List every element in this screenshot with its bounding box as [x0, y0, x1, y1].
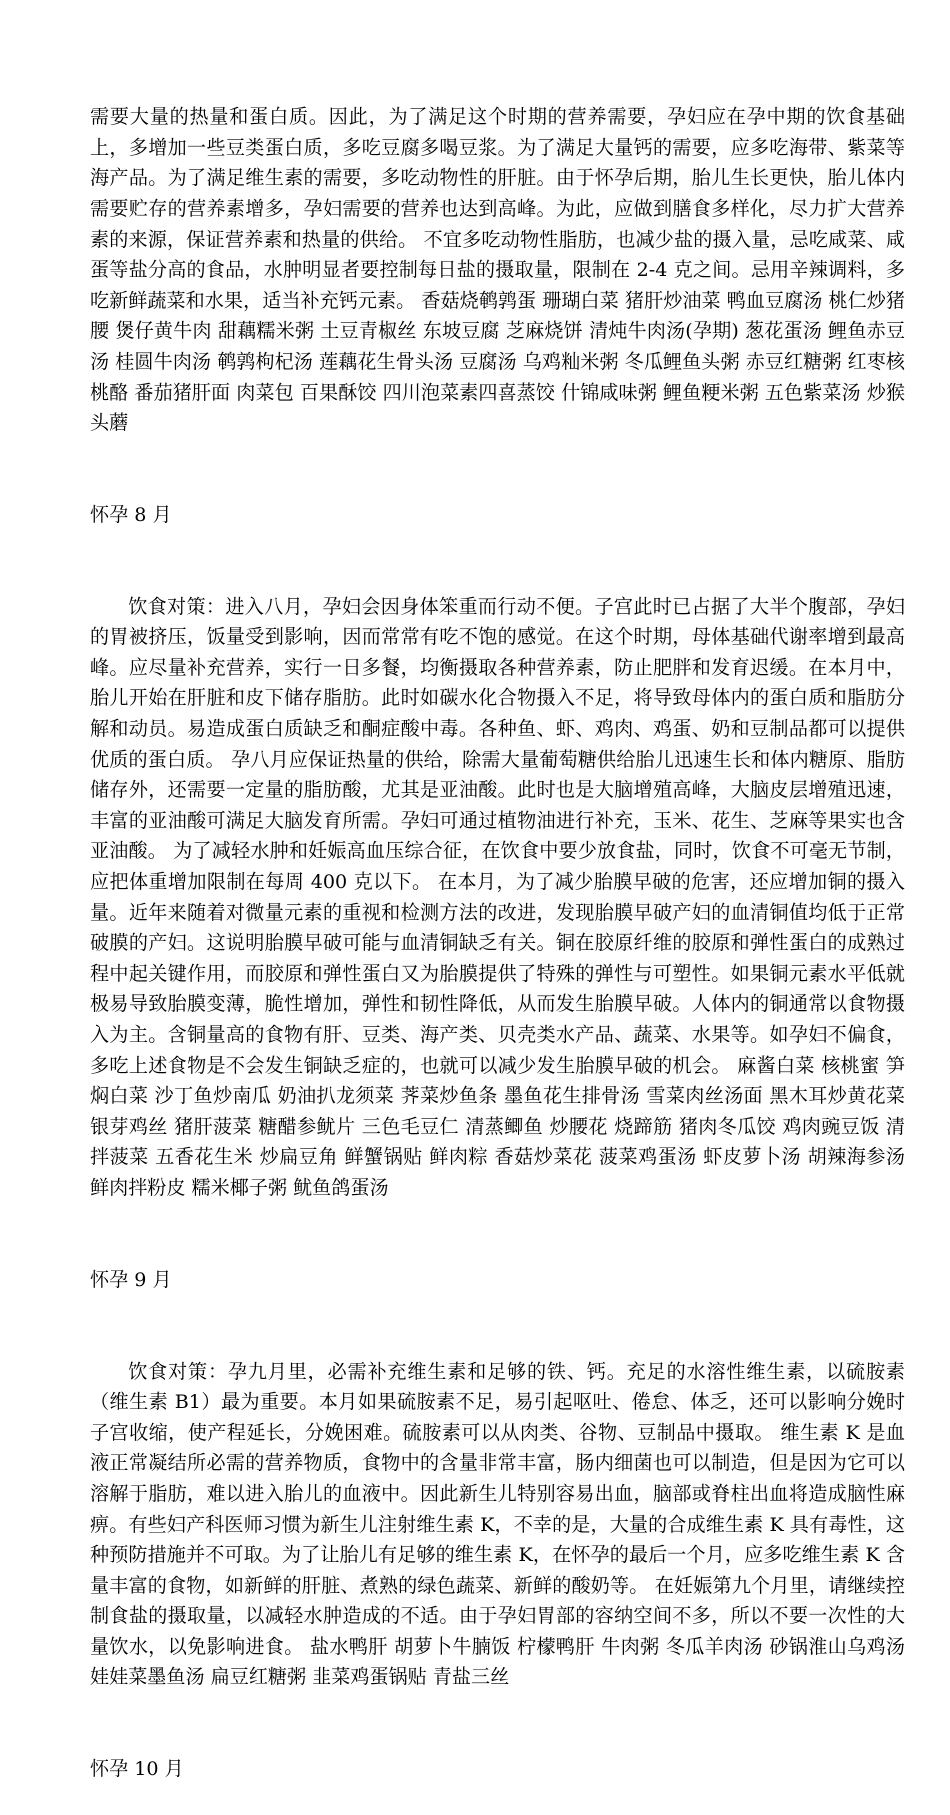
month-8-paragraph: 饮食对策：进入八月，孕妇会因身体笨重而行动不便。子宫此时已占据了大半个腹部，孕妇的胃被挤压，饭量受到影响，因而常常有吃不饱的感觉。在这个时期，母体基础代谢率增到最高峰。应尽量补充营养，实行一日多餐，均衡摄取各种营养素，防止肥胖和发育迟缓。在本月中，胎儿开始在肝脏和皮下储存脂肪。此时如碳水化合物摄入不足，将导致母体内的蛋白质和脂肪分解和动员。易造成蛋白质缺乏和酮症酸中毒。各种鱼、虾、鸡肉、鸡蛋、奶和豆制品都可以提供优质的蛋白质。 孕八月应保证热量的供给，除需大量葡萄糖供给胎儿迅速生长和体内糖原、脂肪储存外，还需要一定量的脂肪酸，尤其是亚油酸。此时也是大脑增殖高峰，大脑皮层增殖迅速，丰富的亚油酸可满足大脑发育所需。孕妇可通过植物油进行补充，玉米、花生、芝麻等果实也含亚油酸。 为了减轻水肿和妊娠高血压综合征，在饮食中要少放食盐，同时，饮食不可毫无节制，应把体重增加限制在每周 400 克以下。 在本月，为了减少胎膜早破的危害，还应增加铜的摄入量。近年来随着对微量元素的重视和检测方法的改进，发现胎膜早破产妇的血清铜值均低于正常破膜的产妇。这说明胎膜早破可能与血清铜缺乏有关。铜在胶原纤维的胶原和弹性蛋白的成熟过程中起关键作用，而胶原和弹性蛋白又为胎膜提供了特殊的弹性与可塑性。如果铜元素水平低就极易导致胎膜变薄，脆性增加，弹性和韧性降低，从而发生胎膜早破。人体内的铜通常以食物摄入为主。含铜量高的食物有肝、豆类、海产类、贝壳类水产品、蔬菜、水果等。如孕妇不偏食，多吃上述食物是不会发生铜缺乏症的，也就可以减少发生胎膜早破的机会。 麻酱白菜 核桃蜜 笋焖白菜 沙丁鱼炒南瓜 奶油扒龙须菜 荠菜炒鱼条 墨鱼花生排骨汤 雪菜肉丝汤面 黑木耳炒黄花菜 银芽鸡丝 猪肝菠菜 糖醋参鱿片 三色毛豆仁 清蒸鲫鱼 炒腰花 烧蹄筋 猪肉冬瓜饺 鸡肉豌豆饭 清拌菠菜 五香花生米 炒扁豆角 鲜蟹锅贴 鲜肉粽 香菇炒菜花 菠菜鸡蛋汤 虾皮萝卜汤 胡辣海参汤 鲜肉拌粉皮 糯米椰子粥 鱿鱼鸽蛋汤 — [90, 594, 912, 1199]
month-9-heading: 怀孕 9 月 — [90, 1267, 172, 1291]
month-9-paragraph: 饮食对策：孕九月里，必需补充维生素和足够的铁、钙。充足的水溶性维生素，以硫胺素（维生素 B1）最为重要。本月如果硫胺素不足，易引起呕吐、倦怠、体乏，还可以影响分娩时子宫收缩，使产程延长，分娩困难。硫胺素可以从肉类、谷物、豆制品中摄取。 维生素 K 是血液正常凝结所必需的营养物质，食物中的含量非常丰富，肠内细菌也可以制造，但是因为它可以溶解于脂肪，难以进入胎儿的血液中。因此新生儿特别容易出血，脑部或脊柱出血将造成脑性麻痹。有些妇产科医师习惯为新生儿注射维生素 K，不幸的是，大量的合成维生素 K 具有毒性，这种预防措施并不可取。为了让胎儿有足够的维生素 K，在怀孕的最后一个月，应多吃维生素 K 含量丰富的食物，如新鲜的肝脏、煮熟的绿色蔬菜、新鲜的酸奶等。 在妊娠第九个月里，请继续控制食盐的摄取量，以减轻水肿造成的不适。由于孕妇胃部的容纳空间不多，所以不要一次性的大量饮水，以免影响进食。 盐水鸭肝 胡萝卜牛腩饭 柠檬鸭肝 牛肉粥 冬瓜羊肉汤 砂锅淮山乌鸡汤 娃娃菜墨鱼汤 扁豆红糖粥 韭菜鸡蛋锅贴 青盐三丝 — [90, 1359, 912, 1689]
document-page — [90, 41, 912, 1815]
intro-paragraph: 需要大量的热量和蛋白质。因此，为了满足这个时期的营养需要，孕妇应在孕中期的饮食基础上，多增加一些豆类蛋白质，多吃豆腐多喝豆浆。为了满足大量钙的需要，应多吃海带、紫菜等海产品。为了满足维生素的需要，多吃动物性的肝脏。由于怀孕后期，胎儿生长更快，胎儿体内需要贮存的营养素增多，孕妇需要的营养也达到高峰。为此，应做到膳食多样化，尽力扩大营养素的来源，保证营养素和热量的供给。 不宜多吃动物性脂肪，也减少盐的摄入量，忌吃咸菜、咸蛋等盐分高的食品，水肿明显者要控制每日盐的摄取量，限制在 2-4 克之间。忌用辛辣调料，多吃新鲜蔬菜和水果，适当补充钙元素。 香菇烧鹌鹑蛋 珊瑚白菜 猪肝炒油菜 鸭血豆腐汤 桃仁炒猪腰 煲仔黄牛肉 甜藕糯米粥 土豆青椒丝 东坡豆腐 芝麻烧饼 清炖牛肉汤(孕期) 葱花蛋汤 鲤鱼赤豆汤 桂圆牛肉汤 鹌鹑枸杞汤 莲藕花生骨头汤 豆腐汤 乌鸡籼米粥 冬瓜鲤鱼头粥 赤豆红糖粥 红枣核桃酪 番茄猪肝面 肉菜包 百果酥饺 四川泡菜素四喜蒸饺 什锦咸味粥 鲤鱼粳米粥 五色紫菜汤 炒猴头蘑 — [90, 105, 905, 435]
month-10-heading: 怀孕 10 月 — [90, 1757, 184, 1781]
month-8-heading: 怀孕 8 月 — [90, 502, 172, 526]
